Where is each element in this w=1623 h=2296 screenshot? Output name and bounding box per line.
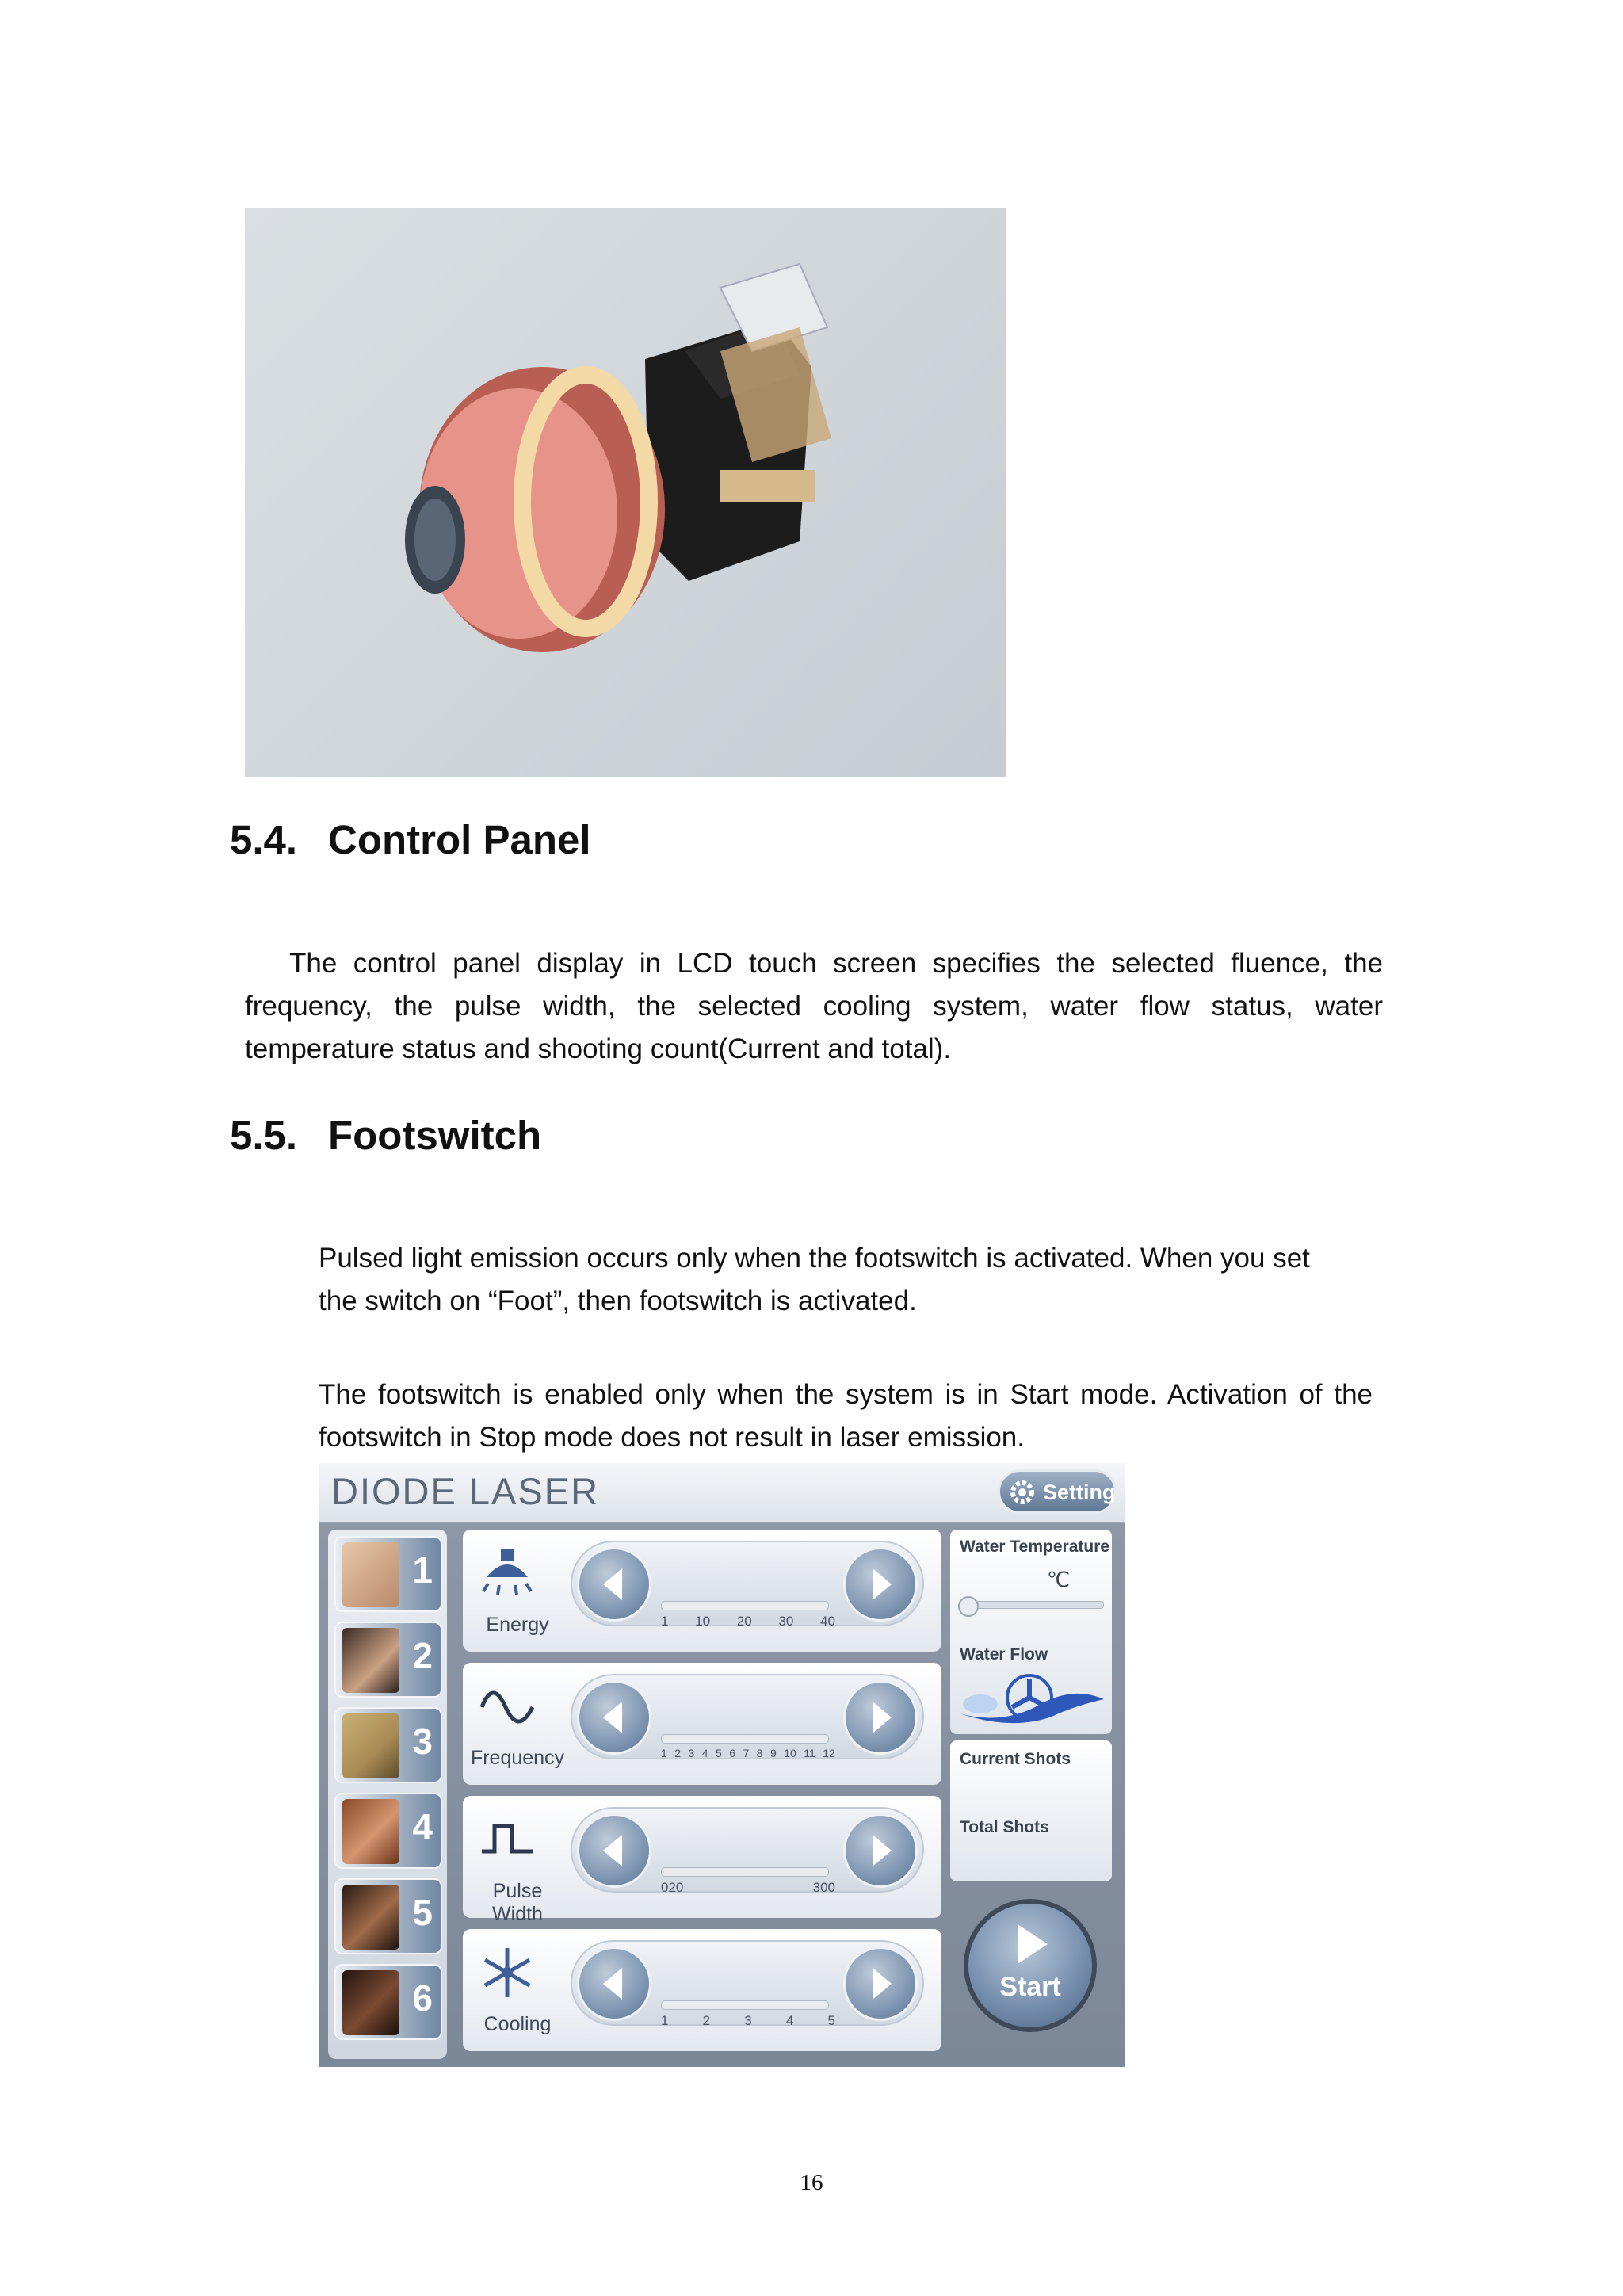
tick-label: 300 <box>812 1880 835 1895</box>
left-arrow-icon <box>579 1549 649 1619</box>
frequency-slider[interactable] <box>571 1674 924 1759</box>
tick-label: 1 <box>661 1614 669 1629</box>
cooling-ticks <box>661 2013 835 2029</box>
skin-type-button-4[interactable] <box>334 1793 442 1869</box>
tick-label: 1 <box>661 1747 667 1759</box>
section-heading-control-panel <box>230 816 591 863</box>
cooling-bar <box>661 2000 829 2010</box>
water-status-panel <box>950 1530 1112 1734</box>
setting-label: Setting <box>1043 1480 1116 1504</box>
skin-type-number: 5 <box>412 1892 433 1933</box>
page-number: 16 <box>800 2170 823 2195</box>
skin-type-button-6[interactable] <box>334 1964 442 2040</box>
shots-panel <box>950 1740 1112 1881</box>
tick-label: 9 <box>770 1747 777 1759</box>
energy-control-row <box>463 1530 941 1652</box>
energy-decrease-button[interactable] <box>577 1547 651 1622</box>
frequency-label: Frequency <box>470 1747 565 1769</box>
pulse-icon <box>477 1812 537 1867</box>
skin-type-button-2[interactable] <box>334 1622 442 1698</box>
control-panel-paragraph: The control panel display in LCD touch screen specifies the selected fluence, the frequency, the pulse width, the selected cooling system, water flow status, water temperature status and shooting count(Current and total). <box>245 948 1383 1064</box>
right-arrow-icon <box>846 1949 915 2019</box>
section-heading-footswitch <box>230 1112 541 1159</box>
skin-type-number: 2 <box>412 1635 433 1676</box>
tick-label: 4 <box>785 2013 794 2028</box>
tick-label: 020 <box>661 1880 684 1895</box>
cooling-slider[interactable] <box>571 1940 924 2026</box>
cooling-label: Cooling <box>483 2013 552 2035</box>
cooling-increase-button[interactable] <box>843 1946 918 2021</box>
face-thumbnail <box>342 1628 399 1693</box>
lcd-title: DIODE LASER <box>331 1470 600 1512</box>
sine-wave-icon <box>477 1679 537 1734</box>
face-thumbnail <box>342 1713 399 1778</box>
tick-label: 8 <box>756 1747 763 1759</box>
left-arrow-icon <box>579 1816 649 1885</box>
pulse-width-ticks <box>661 1880 835 1896</box>
tick-label: 12 <box>823 1747 835 1759</box>
footswitch-paragraph-2: The footswitch is enabled only when the system is in Start mode. Activation of the footswitch in Stop mode does not result in laser emission. <box>319 1379 1373 1453</box>
tick-label: 3 <box>744 2013 752 2028</box>
pulse-width-increase-button[interactable] <box>843 1813 918 1888</box>
section-number: 5.4. <box>230 817 298 862</box>
face-thumbnail <box>342 1542 399 1607</box>
tick-label: 2 <box>702 2013 711 2028</box>
tick-label: 2 <box>674 1747 682 1759</box>
energy-label: Energy <box>486 1614 549 1636</box>
snowflake-icon <box>477 1945 537 2000</box>
lcd-control-panel <box>319 1463 1125 2067</box>
lcd-header <box>319 1463 1125 1523</box>
tick-label: 10 <box>784 1747 796 1759</box>
tick-label: 11 <box>804 1747 815 1759</box>
pulse-width-slider[interactable] <box>571 1807 924 1893</box>
total-shots-label: Total Shots <box>960 1818 1049 1836</box>
pulse-width-decrease-button[interactable] <box>577 1813 651 1888</box>
energy-increase-button[interactable] <box>843 1547 918 1622</box>
water-temperature-gauge <box>960 1601 1104 1609</box>
current-shots-label: Current Shots <box>960 1750 1071 1768</box>
start-button[interactable] <box>964 1899 1097 2032</box>
face-thumbnail <box>342 1799 399 1864</box>
emergency-stop-photo <box>245 208 1006 777</box>
emergency-stop-button-icon <box>245 208 1006 777</box>
frequency-decrease-button[interactable] <box>577 1680 651 1755</box>
footswitch-paragraph-1: Pulsed light emission occurs only when the footswitch is activated. When you set the switch on “Foot”, then footswitch is activated. <box>319 1243 1310 1316</box>
left-arrow-icon <box>579 1683 649 1752</box>
gauge-knob <box>958 1596 979 1617</box>
setting-button[interactable] <box>998 1469 1117 1514</box>
face-thumbnail <box>342 1885 399 1950</box>
pulse-width-label: Pulse Width <box>492 1880 543 1925</box>
tick-label: 10 <box>695 1614 711 1629</box>
skin-type-column <box>328 1530 447 2059</box>
tick-label: 4 <box>701 1747 708 1759</box>
pulse-width-control-row <box>463 1796 941 1925</box>
frequency-bar <box>661 1734 829 1744</box>
skin-type-number: 4 <box>412 1806 433 1847</box>
tick-label: 1 <box>661 2013 669 2028</box>
cooling-control-row <box>463 1929 941 2051</box>
right-arrow-icon <box>846 1549 915 1619</box>
tick-label: 20 <box>736 1614 752 1629</box>
cooling-decrease-button[interactable] <box>577 1946 651 2021</box>
water-flow-icon <box>957 1671 1107 1726</box>
tick-label: 5 <box>827 2013 835 2028</box>
skin-type-number: 1 <box>412 1549 433 1591</box>
skin-type-button-3[interactable] <box>334 1707 442 1783</box>
section-title: Control Panel <box>328 817 591 862</box>
section-number: 5.5. <box>230 1113 298 1158</box>
face-thumbnail <box>342 1970 399 2035</box>
tick-label: 30 <box>778 1614 794 1629</box>
energy-bar <box>661 1601 829 1610</box>
tick-label: 40 <box>820 1614 835 1629</box>
frequency-increase-button[interactable] <box>843 1680 918 1755</box>
tick-label: 7 <box>743 1747 750 1759</box>
temperature-unit: ℃ <box>1047 1568 1071 1591</box>
start-label: Start <box>999 1972 1061 2002</box>
right-arrow-icon <box>846 1816 915 1885</box>
skin-type-number: 3 <box>412 1721 433 1762</box>
tick-label: 5 <box>716 1747 722 1759</box>
skin-type-button-5[interactable] <box>334 1878 442 1954</box>
play-icon <box>1013 1921 1052 1967</box>
right-arrow-icon <box>846 1683 915 1752</box>
section-title: Footswitch <box>328 1113 542 1158</box>
tick-label: 3 <box>688 1747 695 1759</box>
lamp-icon <box>477 1545 537 1601</box>
frequency-ticks <box>661 1747 835 1759</box>
gear-icon <box>1006 1477 1038 1508</box>
tick-label: 6 <box>729 1747 736 1759</box>
skin-type-number: 6 <box>412 1977 433 2019</box>
skin-type-button-1[interactable] <box>334 1536 442 1612</box>
water-flow-label: Water Flow <box>960 1645 1048 1664</box>
left-arrow-icon <box>579 1949 649 2019</box>
frequency-control-row <box>463 1663 941 1785</box>
pulse-width-bar <box>661 1867 829 1877</box>
energy-ticks <box>661 1614 835 1629</box>
energy-slider[interactable] <box>571 1541 924 1629</box>
water-temperature-label: Water Temperature <box>960 1538 1110 1556</box>
